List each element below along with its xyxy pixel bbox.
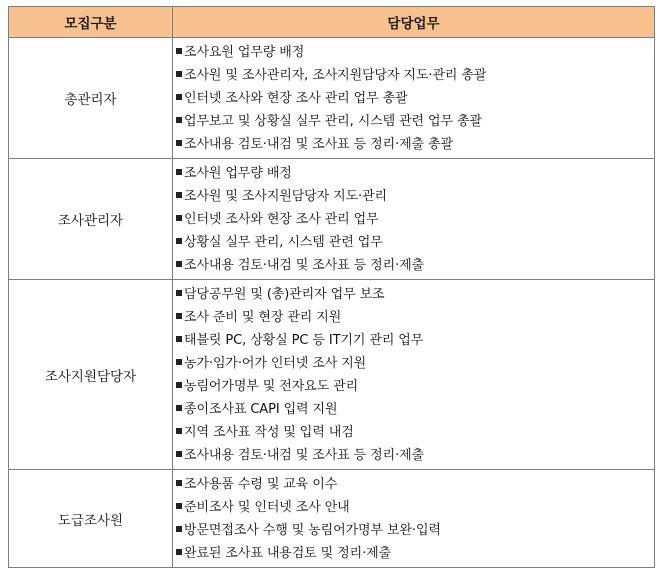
duty-text: 완료된 조사표 내용검토 및 정리·제출: [184, 546, 392, 561]
square-bullet-icon: [176, 140, 182, 146]
duty-item: [176, 133, 654, 156]
square-bullet-icon: [176, 359, 182, 365]
square-bullet-icon: [176, 405, 182, 411]
duty-text: 업무보고 및 상황실 실무 관리, 시스템 관련 업무 총괄: [184, 114, 482, 129]
duty-text: 태블릿 PC, 상황실 PC 등 IT기기 관리 업무: [184, 333, 424, 348]
duty-text: 농가·임가·어가 인터넷 조사 지원: [184, 356, 367, 371]
duty-text: 인터넷 조사와 현장 조사 관리 업무: [184, 212, 379, 227]
duties-cell: [173, 470, 655, 568]
table-row: [9, 470, 655, 568]
square-bullet-icon: [176, 503, 182, 509]
square-bullet-icon: [176, 549, 182, 555]
duty-item: [176, 64, 654, 87]
header-category: 모집구분: [9, 7, 173, 38]
duty-text: 조사내용 검토·내검 및 조사표 등 정리·제출: [184, 448, 425, 463]
square-bullet-icon: [176, 526, 182, 532]
recruitment-table-container: [8, 6, 655, 568]
square-bullet-icon: [176, 451, 182, 457]
category-cell: 조사지원담당자: [9, 280, 173, 470]
duty-text: 종이조사표 CAPI 입력 지원: [184, 402, 338, 417]
duties-cell: [173, 38, 655, 159]
duty-text: 농림어가명부 및 전자요도 관리: [184, 379, 359, 394]
table-row: [9, 280, 655, 470]
duty-item: [176, 208, 654, 231]
category-cell: 조사관리자: [9, 159, 173, 280]
duty-item: [176, 444, 654, 467]
recruitment-duties-table: [8, 6, 655, 568]
duty-item: [176, 110, 654, 133]
duty-text: 담당공무원 및 (총)관리자 업무 보조: [184, 287, 385, 302]
square-bullet-icon: [176, 313, 182, 319]
duty-text: 조사용품 수령 및 교육 이수: [184, 477, 338, 492]
table-header-row: [9, 7, 655, 38]
square-bullet-icon: [176, 336, 182, 342]
duty-text: 조사요원 업무량 배정: [184, 45, 305, 60]
table-body: [9, 38, 655, 568]
square-bullet-icon: [176, 428, 182, 434]
duty-text: 조사원 및 조사지원담당자 지도·관리: [184, 189, 387, 204]
square-bullet-icon: [176, 117, 182, 123]
square-bullet-icon: [176, 480, 182, 486]
category-cell: 도급조사원: [9, 470, 173, 568]
square-bullet-icon: [176, 261, 182, 267]
duty-item: [176, 254, 654, 277]
duty-text: 방문면접조사 수행 및 농림어가명부 보완·입력: [184, 523, 441, 538]
duty-item: [176, 398, 654, 421]
duties-cell: [173, 280, 655, 470]
duty-item: [176, 519, 654, 542]
duty-text: 조사원 및 조사관리자, 조사지원담당자 지도·관리 총괄: [184, 68, 487, 83]
table-row: [9, 38, 655, 159]
category-cell: 총관리자: [9, 38, 173, 159]
duty-item: [176, 87, 654, 110]
square-bullet-icon: [176, 169, 182, 175]
duty-item: [176, 41, 654, 64]
duty-item: [176, 473, 654, 496]
duty-item: [176, 421, 654, 444]
duty-text: 지역 조사표 작성 및 입력 내검: [184, 425, 354, 440]
duty-text: 조사원 업무량 배정: [184, 166, 292, 181]
duty-item: [176, 306, 654, 329]
duty-text: 조사내용 검토·내검 및 조사표 등 정리·제출 총괄: [184, 137, 453, 152]
duty-item: [176, 352, 654, 375]
duty-text: 준비조사 및 인터넷 조사 안내: [184, 500, 350, 515]
duty-text: 조사 준비 및 현장 관리 지원: [184, 310, 342, 325]
square-bullet-icon: [176, 71, 182, 77]
square-bullet-icon: [176, 382, 182, 388]
duty-text: 상황실 실무 관리, 시스템 관련 업무: [184, 235, 383, 250]
table-row: [9, 159, 655, 280]
header-duties: 담당업무: [173, 7, 655, 38]
square-bullet-icon: [176, 290, 182, 296]
duty-item: [176, 283, 654, 306]
square-bullet-icon: [176, 48, 182, 54]
duty-item: [176, 185, 654, 208]
duty-item: [176, 496, 654, 519]
square-bullet-icon: [176, 238, 182, 244]
duty-item: [176, 329, 654, 352]
duty-item: [176, 231, 654, 254]
square-bullet-icon: [176, 94, 182, 100]
duty-text: 인터넷 조사와 현장 조사 관리 업무 총괄: [184, 91, 408, 106]
duty-item: [176, 162, 654, 185]
duties-cell: [173, 159, 655, 280]
square-bullet-icon: [176, 215, 182, 221]
duty-item: [176, 375, 654, 398]
square-bullet-icon: [176, 192, 182, 198]
duty-text: 조사내용 검토·내검 및 조사표 등 정리·제출: [184, 258, 425, 273]
